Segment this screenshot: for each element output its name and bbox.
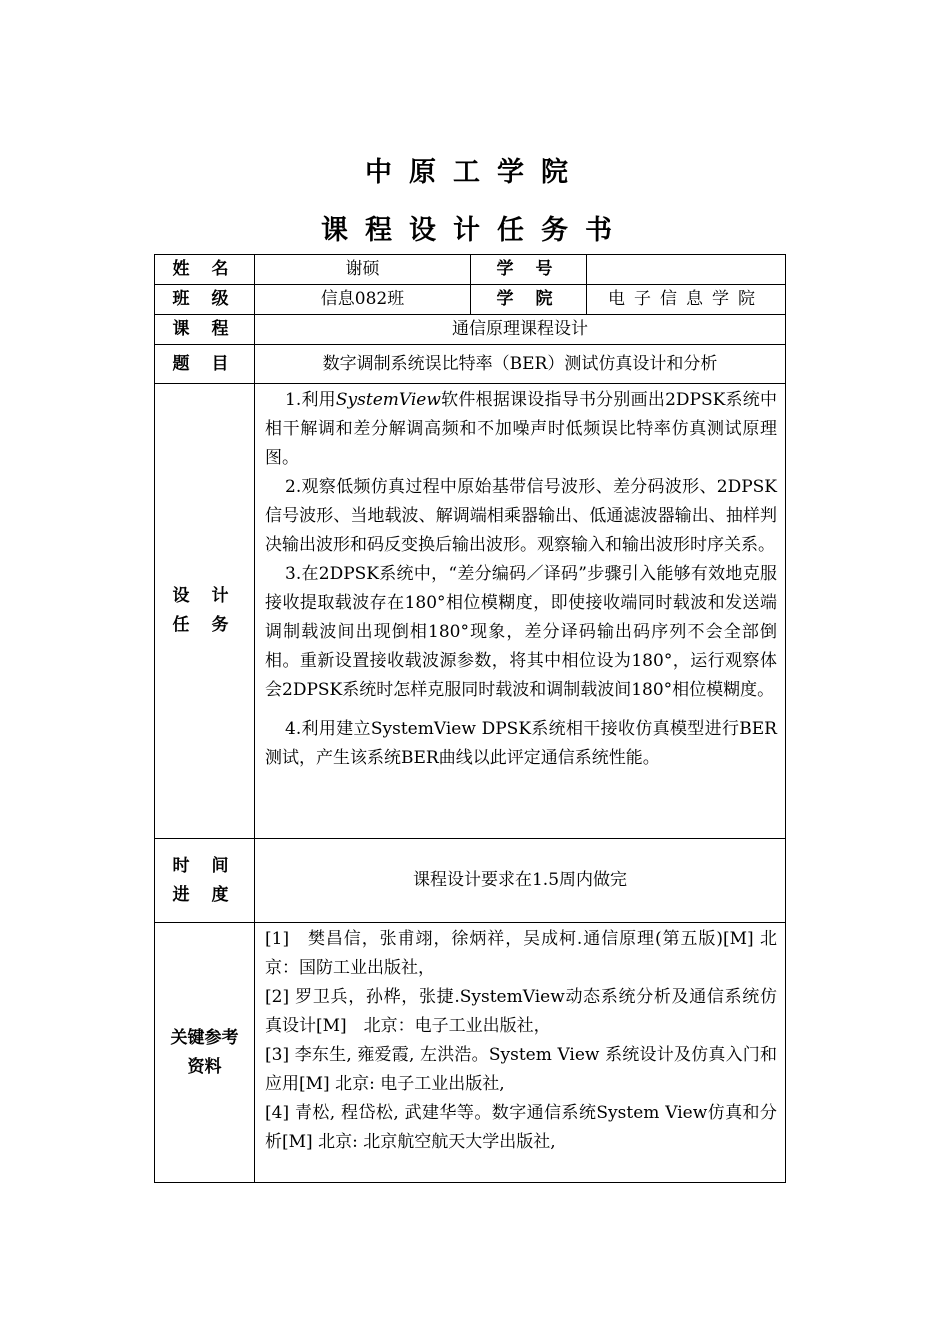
college-label: 学 院 (471, 285, 587, 315)
reference-item: [3] 李东生, 雍爱霞, 左洪浩。System View 系统设计及仿真入门和应用[M] 北京: 电子工业出版社, (265, 1045, 777, 1094)
class-value: 信息082班 (255, 285, 471, 315)
name-label: 姓 名 (155, 255, 255, 285)
task-1-software: SystemView (335, 390, 441, 410)
student-id-value (587, 255, 786, 285)
task-item-1 (265, 386, 777, 473)
topic-value: 数字调制系统误比特率（BER）测试仿真设计和分析 (255, 345, 786, 384)
task-item-2: 2.观察低频仿真过程中原始基带信号波形、差分码波形、2DPSK信号波形、当地载波、解调端相乘器输出、低通滤波器输出、抽样判决输出波形和码反变换后输出波形。观察输入和输出波形时序关系。 (265, 477, 777, 555)
reference-item: [4] 青松, 程岱松, 武建华等。数字通信系统System View仿真和分析[M] 北京: 北京航空航天大学出版社, (265, 1103, 777, 1152)
reference-item: [2] 罗卫兵，孙桦，张捷.SystemView动态系统分析及通信系统仿真设计[M] 北京：电子工业出版社， (265, 987, 777, 1036)
task-1-text: 软件根据课设指导书分别画出2DPSK系统中相干解调和差分解调高频和不加噪声时低频误比特率仿真测试原理图。 (265, 390, 777, 468)
references-label: 关键参考 资料 (155, 923, 255, 1183)
class-label: 班 级 (155, 285, 255, 315)
schedule-value: 课程设计要求在1.5周内做完 (255, 839, 786, 923)
design-task-content (255, 384, 786, 839)
reference-item: [1] 樊昌信，张甫翊，徐炳祥，吴成柯.通信原理(第五版)[M] 北京：国防工业出版社， (265, 929, 777, 978)
course-label: 课 程 (155, 315, 255, 345)
references-content (255, 923, 786, 1183)
document-title: 课程设计任务书 (321, 215, 629, 246)
task-item-4: 4.利用建立SystemView DPSK系统相干接收仿真模型进行BER测试，产生该系统BER曲线以此评定通信系统性能。 (265, 719, 777, 768)
task-form-table (154, 254, 786, 1183)
course-value: 通信原理课程设计 (255, 315, 786, 345)
student-id-label: 学 号 (471, 255, 587, 285)
school-title: 中原工学院 (365, 157, 585, 188)
task-1-prefix: 1.利用 (285, 390, 336, 410)
name-value: 谢硕 (255, 255, 471, 285)
task-item-3: 3.在2DPSK系统中，“差分编码／译码”步骤引入能够有效地克服接收提取载波存在180°相位模糊度，即使接收端同时载波和发送端调制载波间出现倒相180°现象，差分译码输出码序列不会全部倒相。重新设置接收载波源参数，将其中相位设为180°，运行观察体会2DPSK系统时怎样克服同时载波和调制载波间180°相位模糊度。 (265, 564, 777, 700)
schedule-label: 时 间 进 度 (155, 839, 255, 923)
topic-label: 题 目 (155, 345, 255, 384)
college-value: 电子信息学院 (587, 285, 786, 315)
design-task-label: 设 计 任 务 (155, 384, 255, 839)
